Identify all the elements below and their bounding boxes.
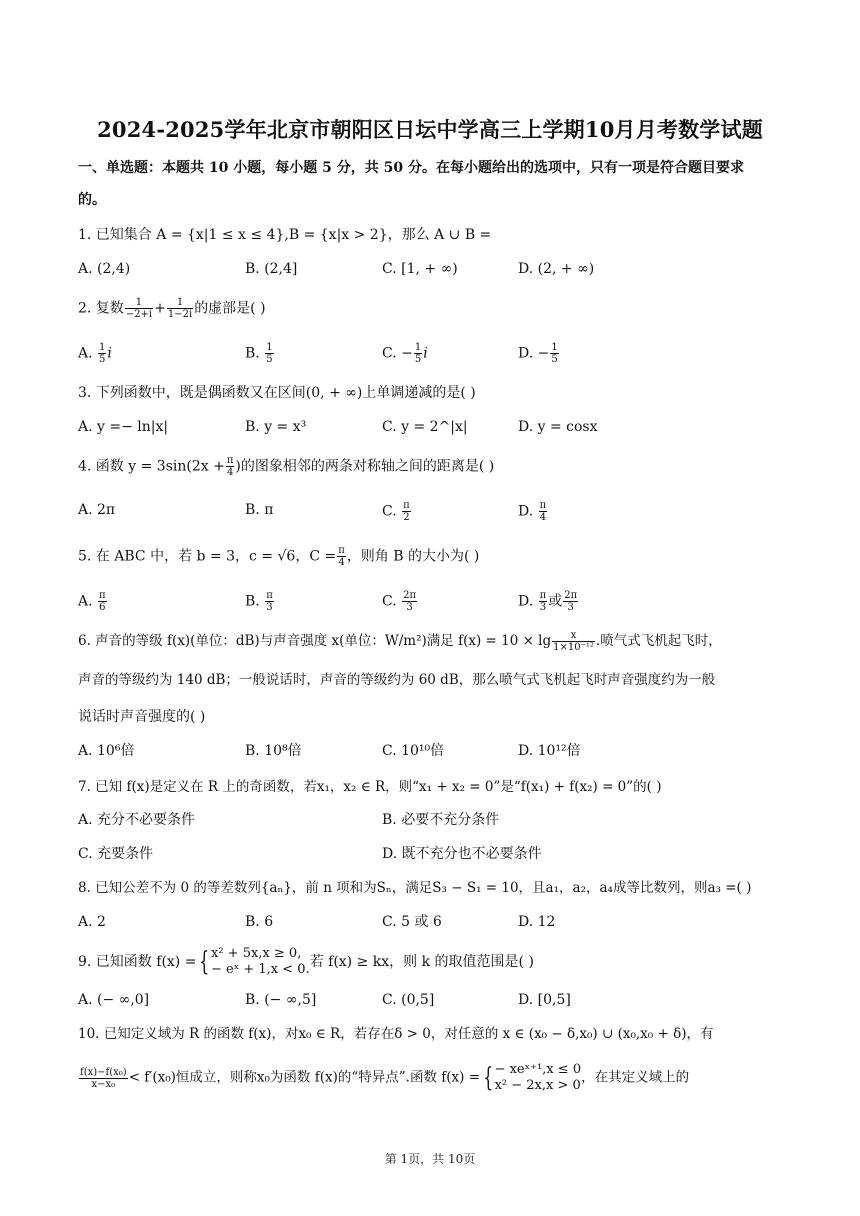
frac-num: 2π: [564, 590, 578, 601]
q2-fraction-2: [167, 297, 193, 320]
q2-option-a: [78, 342, 112, 365]
q10-fraction: [79, 1067, 128, 1090]
piecewise-case-1: − xeˣ⁺¹,x ≤ 0: [494, 1062, 582, 1077]
frac-den: 2: [403, 512, 410, 523]
frac-den: x−x₀: [91, 1078, 116, 1090]
q1-option-d: D. (2, + ∞): [518, 261, 595, 277]
q2-stem-post: 的虚部是( ): [194, 300, 266, 317]
frac-num: π: [266, 590, 273, 601]
q9-option-b: B. (− ∞,5]: [245, 992, 317, 1008]
opt-fraction: [98, 590, 107, 613]
question-8-stem: 8. 已知公差不为 0 的等差数列{aₙ}，前 n 项和为Sₙ，满足S₃ − S₁ = 10，且a₁，a₂，a₄成等比数列，则a₃ =( ): [78, 880, 752, 896]
piecewise-case-2: x² − 2x,x > 0: [494, 1078, 581, 1093]
q6-fraction: [552, 630, 595, 653]
q6-option-d: D. 10¹²倍: [518, 743, 581, 759]
piecewise-case-2: − eˣ + 1,x < 0.: [211, 962, 310, 977]
section-heading-line1: 一、单选题：本题共 10 小题，每小题 5 分，共 50 分。在每小题给出的选项中，只有一项是符合题目要求: [78, 160, 744, 176]
q6-option-a: A. 10⁶倍: [78, 743, 135, 759]
frac-num: x: [552, 630, 595, 642]
frac-num: π: [99, 590, 106, 601]
q3-option-b: B. y = x³: [245, 419, 307, 435]
opt-suffix: i: [423, 345, 428, 362]
frac-den: 5: [99, 354, 106, 365]
q2-fraction-1: [125, 297, 153, 320]
q6-option-c: C. 10¹⁰倍: [382, 743, 445, 759]
opt-connector: 或: [548, 593, 563, 610]
frac-num: π: [403, 500, 410, 511]
section-heading-line2: 的。: [78, 192, 106, 208]
frac-den: 3: [406, 602, 413, 613]
opt-prefix: D. −: [518, 345, 550, 362]
q3-option-a: A. y =− ln|x|: [78, 419, 169, 435]
opt-prefix: D.: [518, 503, 538, 520]
frac-den: 1−2i: [167, 309, 193, 320]
q5-fraction: [337, 545, 346, 568]
q8-option-b: B. 6: [245, 914, 274, 930]
q5-stem-pre: 5. 在 ABC 中，若 b = 3，c = √6，C =: [78, 548, 337, 565]
question-10-line1: 10. 已知定义域为 R 的函数 f(x)，对x₀ ∈ R，若存在δ > 0，对任意的 x ∈ (x₀ − δ,x₀) ∪ (x₀,x₀ + δ)，有: [78, 1026, 714, 1042]
plus-sign: +: [154, 300, 166, 317]
frac-den: −2+i: [125, 309, 153, 320]
q10-line2-post: ，在其定义域上的: [581, 1069, 690, 1086]
q5-option-a: [78, 590, 108, 613]
frac-den: 3: [539, 602, 547, 613]
q1-option-a: A. (2,4): [78, 261, 131, 277]
q2-stem-pre: 2. 复数: [78, 300, 124, 317]
question-5-stem: [78, 545, 479, 568]
q5-option-c: [382, 590, 418, 613]
opt-prefix: C. −: [382, 345, 413, 362]
q9-piecewise: [211, 946, 310, 978]
opt-prefix: A.: [78, 345, 98, 362]
q9-option-a: A. (− ∞,0]: [78, 992, 150, 1008]
q9-option-c: C. (0,5]: [382, 992, 435, 1008]
q7-option-d: D. 既不充分也不必要条件: [382, 846, 542, 862]
frac-den: 1×10⁻¹²: [553, 642, 594, 653]
q5-stem-post: ，则角 B 的大小为( ): [346, 548, 480, 565]
q9-stem-post: 若 f(x) ≥ kx，则 k 的取值范围是( ): [309, 954, 534, 970]
frac-num: 1: [414, 342, 422, 353]
q9-option-d: D. [0,5]: [518, 992, 571, 1008]
piecewise-case-1: x² + 5x,x ≥ 0,: [211, 946, 302, 961]
frac-den: 4: [539, 512, 547, 523]
frac-num: π: [226, 455, 234, 466]
opt-fraction-2: [563, 590, 578, 613]
q8-option-a: A. 2: [78, 914, 106, 930]
q4-option-a: A. 2π: [78, 502, 116, 518]
opt-fraction: [265, 590, 274, 613]
q4-stem-post: )的图象相邻的两条对称轴之间的距离是( ): [235, 458, 495, 475]
q4-fraction: [226, 455, 235, 478]
q5-option-b: [245, 590, 275, 613]
q2-option-b: [245, 342, 275, 365]
q7-option-c: C. 充要条件: [78, 846, 154, 862]
opt-fraction: [550, 342, 558, 365]
question-1-stem: 1. 已知集合 A = {x|1 ≤ x ≤ 4},B = {x|x > 2}，那么 A ∪ B =: [78, 227, 492, 243]
opt-fraction: [265, 342, 273, 365]
q5-option-d: [518, 590, 579, 613]
q10-line2-mid: < f′(x₀)恒成立，则称x₀为函数 f(x)的“特异点”.函数 f(x) =: [128, 1069, 481, 1086]
q9-stem-pre: 9. 已知函数 f(x) =: [78, 954, 197, 970]
q4-option-b: B. π: [245, 502, 274, 518]
opt-prefix: C.: [382, 503, 402, 520]
q4-option-d: [518, 500, 548, 523]
q6-line1-post: .喷气式飞机起飞时，: [595, 633, 722, 649]
brace-symbol: {: [483, 1063, 494, 1093]
question-7-stem: 7. 已知 f(x)是定义在 R 上的奇函数，若x₁，x₂ ∈ R，则“x₁ + x₂ = 0”是“f(x₁) + f(x₂) = 0”的( ): [78, 779, 662, 795]
opt-prefix: D.: [518, 593, 538, 610]
opt-prefix: A.: [78, 593, 98, 610]
question-3-stem: 3. 下列函数中，既是偶函数又在区间(0, + ∞)上单调递减的是( ): [78, 385, 476, 401]
page-footer: 第 1页，共 10页: [384, 1152, 476, 1166]
frac-num: 1: [266, 342, 273, 353]
q8-option-d: D. 12: [518, 914, 556, 930]
opt-fraction: [402, 500, 411, 523]
q3-option-c: C. y = 2^|x|: [382, 419, 468, 435]
frac-den: 5: [551, 354, 558, 365]
frac-den: 5: [414, 354, 422, 365]
question-6-line2: 声音的等级约为 140 dB；一般说话时，声音的等级约为 60 dB，那么喷气式飞机起飞时声音强度约为一般: [78, 672, 716, 688]
opt-fraction: [539, 590, 548, 613]
opt-prefix: B.: [245, 345, 265, 362]
frac-num: π: [539, 500, 547, 511]
opt-fraction: [539, 500, 548, 523]
question-2-stem: [78, 297, 266, 320]
opt-fraction: [98, 342, 106, 365]
q7-option-a: A. 充分不必要条件: [78, 812, 196, 828]
frac-num: 1: [125, 297, 153, 309]
q1-option-c: C. [1, + ∞): [382, 261, 458, 277]
question-9-stem: [78, 946, 534, 978]
q4-stem-pre: 4. 函数 y = 3sin: [78, 458, 187, 475]
frac-num: 2π: [403, 590, 417, 601]
frac-den: 6: [99, 602, 106, 613]
q3-option-d: D. y = cosx: [518, 419, 598, 435]
q2-option-d: [518, 342, 560, 365]
q7-option-b: B. 必要不充分条件: [382, 812, 500, 828]
frac-num: f(x)−f(x₀): [80, 1066, 127, 1078]
opt-fraction: [402, 590, 417, 613]
opt-prefix: B.: [245, 593, 265, 610]
opt-suffix: i: [107, 345, 112, 362]
q8-option-c: C. 5 或 6: [382, 914, 442, 930]
q6-line1-pre: 6. 声音的等级 f(x)(单位：dB)与声音强度 x(单位：W/m²)满足 f(x) = 10 × lg: [78, 633, 552, 649]
question-6-line3: 说话时声音强度的( ): [78, 709, 206, 725]
opt-fraction: [414, 342, 422, 365]
q1-option-b: B. (2,4]: [245, 261, 298, 277]
opt-prefix: C.: [382, 593, 402, 610]
brace-symbol: {: [199, 947, 210, 977]
frac-den: 5: [266, 354, 273, 365]
frac-den: 3: [266, 602, 273, 613]
question-6-line1: [78, 630, 722, 653]
q10-piecewise: [495, 1062, 582, 1094]
q4-option-c: [382, 500, 412, 523]
frac-den: 3: [567, 602, 574, 613]
frac-num: 1: [99, 342, 106, 353]
q4-paren-open: (2x +: [186, 458, 225, 475]
frac-den: 4: [226, 467, 234, 478]
frac-den: 4: [338, 557, 345, 568]
page-title: 2024-2025学年北京市朝阳区日坛中学高三上学期10月月考数学试题: [97, 117, 763, 142]
question-10-line2: [78, 1062, 689, 1094]
q6-option-b: B. 10⁸倍: [245, 743, 302, 759]
frac-num: π: [539, 590, 547, 601]
question-4-stem: [78, 455, 494, 478]
q2-option-c: [382, 342, 428, 365]
frac-num: 1: [167, 297, 193, 309]
frac-num: 1: [551, 342, 558, 353]
frac-num: π: [338, 545, 345, 556]
